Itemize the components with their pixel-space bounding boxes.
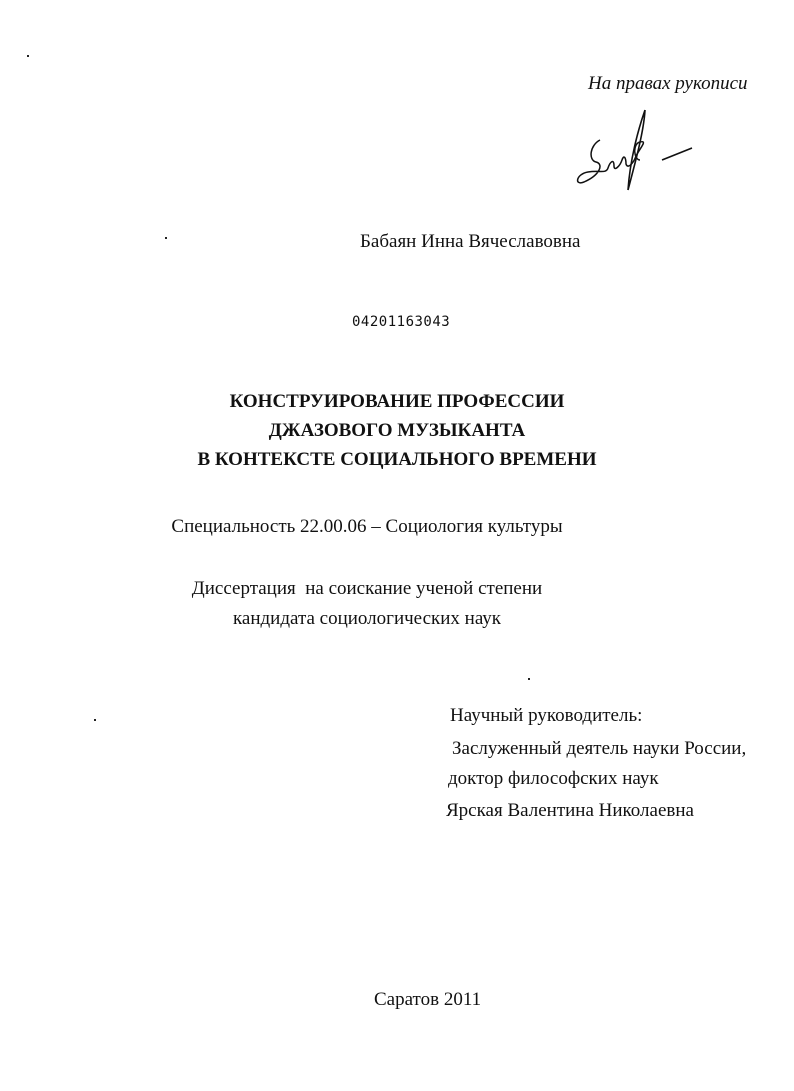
rights-notice: На правах рукописи: [588, 73, 748, 94]
advisor-title: Заслуженный деятель науки России,: [452, 738, 747, 759]
title-line-1: КОНСТРУИРОВАНИЕ ПРОФЕССИИ: [229, 391, 565, 412]
advisor-label: Научный руководитель:: [450, 705, 643, 726]
scan-speck: [94, 719, 96, 721]
advisor-degree: доктор философских наук: [448, 768, 659, 789]
catalog-number: 04201163043: [352, 314, 451, 330]
degree-line-2: кандидата социологических наук: [232, 608, 502, 629]
dissertation-title: [0, 387, 794, 474]
title-line-2: ДЖАЗОВОГО МУЗЫКАНТА: [268, 420, 526, 441]
scan-speck: [27, 55, 29, 57]
degree-line-1: Диссертация на соискание ученой степени: [191, 578, 543, 599]
title-line-3: В КОНТЕКСТЕ СОЦИАЛЬНОГО ВРЕМЕНИ: [197, 449, 597, 470]
author-name: Бабаян Инна Вячеславовна: [360, 231, 581, 252]
signature-icon: [570, 100, 710, 195]
scan-speck: [165, 237, 167, 239]
advisor-name: Ярская Валентина Николаевна: [446, 800, 694, 821]
place-year: Саратов 2011: [374, 989, 482, 1010]
specialty: Специальность 22.00.06 – Социология культуры: [171, 516, 563, 537]
scan-speck: [528, 678, 530, 680]
